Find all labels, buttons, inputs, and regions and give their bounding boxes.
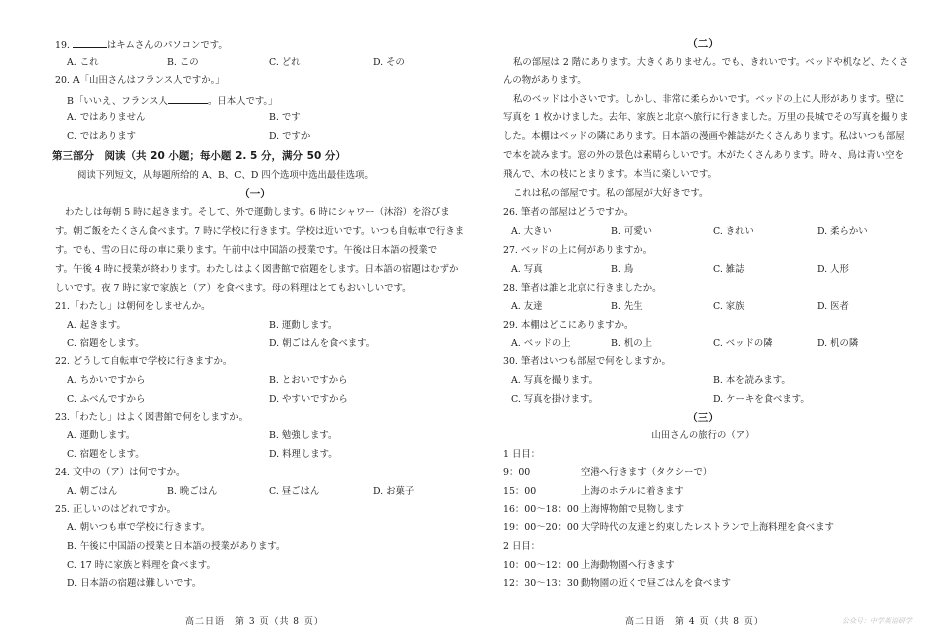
schedule-activity: 大学時代の友達と約束したレストランで上海料理を食べます [581, 522, 834, 533]
q19-option-d: D. その [373, 57, 405, 68]
q20-option-d: D. ですか [269, 131, 311, 142]
q28-option-b: B. 先生 [611, 301, 643, 312]
q23-option-c: C. 宿題をします。 [67, 449, 145, 460]
passage1-line: わたしは毎朝 5 時に起きます。そして、外で運動します。6 時にシャワー（沐浴）を浴びま [65, 207, 450, 218]
q30-option-c: C. 写真を掛けます。 [511, 394, 599, 405]
q23-option-d: D. 料理します。 [269, 449, 338, 460]
q30-option-d: D. ケーキを食べます。 [713, 394, 810, 405]
q21-option-d: D. 朝ごはんを食べます。 [269, 338, 376, 349]
watermark: 公众号：中学英语研学 [842, 617, 912, 625]
q19-option-c: C. どれ [269, 57, 301, 68]
q19-option-a: A. これ [67, 57, 99, 68]
q25-option-d: D. 日本語の宿題は難しいです。 [67, 578, 202, 589]
q30-option-a: A. 写真を撮ります。 [511, 375, 598, 386]
schedule-time: 9：00 [503, 467, 531, 478]
day1-label: 1 日目： [503, 449, 541, 460]
schedule-time: 19：00～20：00 [503, 522, 579, 533]
passage2-line: これは私の部屋です。私の部屋が大好きです。 [513, 188, 709, 199]
q24-option-d: D. お菓子 [373, 486, 415, 497]
q25-option-c: C. 17 時に家族と料理を食べます。 [67, 560, 216, 571]
q25-option-a: A. 朝いつも車で学校に行きます。 [67, 522, 211, 533]
passage2-line: 写真を 1 枚かけました。去年、家族と北京へ旅行に行きました。万里の長城でその写真を撮りま [503, 112, 909, 123]
page-footer-right: 高二日语 第 4 页（共 8 页） [625, 617, 764, 627]
q24-option-c: C. 昼ごはん [269, 486, 320, 497]
q22-option-a: A. ちかいですから [67, 375, 146, 386]
passage2-line: した。本棚はベッドの隣にあります。日本語の漫画や雑誌がたくさんあります。私はいつも部屋 [503, 131, 905, 142]
schedule-activity: 上海博物館で見物します [581, 504, 685, 515]
schedule-time: 12：30～13：30 [503, 578, 579, 589]
day2-label: 2 日目： [503, 541, 541, 552]
part3-title: 第三部分 阅读（共 20 小题；每小题 2. 5 分，满分 50 分） [52, 150, 346, 162]
q26-option-c: C. きれい [713, 226, 754, 237]
q26-question: 26. 筆者の部屋はどうですか。 [503, 207, 634, 218]
q22-option-c: C. ふべんですから [67, 394, 146, 405]
q27-option-a: A. 写真 [511, 264, 543, 275]
passage3-heading: （三） [687, 412, 719, 424]
q22-question: 22. どうして自転車で学校に行きますか。 [55, 356, 233, 367]
schedule-time: 10：00～12：00 [503, 560, 579, 571]
q27-option-b: B. 鳥 [611, 264, 634, 275]
q22-option-d: D. やすいですから [269, 394, 348, 405]
passage1-line: しいです。夜 7 時に家で家族と（ア）を食べます。母の料理はとてもおいしいです。 [55, 283, 412, 294]
q29-option-c: C. ベッドの隣 [713, 338, 773, 349]
q24-option-b: B. 晩ごはん [167, 486, 218, 497]
q20-option-b: B. です [269, 112, 301, 123]
passage2-line: 私の部屋は 2 階にあります。大きくありません。でも、きれいです。ベッドや机など、たくさ [513, 57, 909, 68]
passage2-heading: （二） [687, 38, 719, 50]
schedule-activity: 上海動物園へ行きます [581, 560, 675, 571]
q20-option-a: A. ではありません [67, 112, 146, 123]
q29-option-b: B. 机の上 [611, 338, 652, 349]
q29-question: 29. 本棚はどこにありますか。 [503, 320, 634, 331]
passage1-line: す。でも、雪の日に母の車に乗ります。午前中は中国語の授業です。午後は日本語の授業で [55, 245, 438, 256]
q26-option-d: D. 柔らかい [817, 226, 868, 237]
q23-option-b: B. 勉強します。 [269, 430, 338, 441]
q21-option-a: A. 起きます。 [67, 320, 126, 331]
passage1-heading: （一） [239, 188, 271, 200]
q29-option-a: A. ベッドの上 [511, 338, 571, 349]
q20-line2: B「いいえ、フランス人 。日本人です。」 [67, 96, 278, 107]
q26-option-a: A. 大きい [511, 226, 552, 237]
q27-option-c: C. 雑誌 [713, 264, 745, 275]
answer-blank [73, 38, 107, 48]
q21-option-c: C. 宿題をします。 [67, 338, 145, 349]
schedule-activity: 上海のホテルに着きます [581, 486, 684, 497]
schedule-time: 15：00 [503, 486, 537, 497]
q21-option-b: B. 運動します。 [269, 320, 338, 331]
q23-question: 23.「わたし」はよく図書館で何をしますか。 [55, 412, 249, 423]
q28-option-a: A. 友達 [511, 301, 543, 312]
q28-question: 28. 筆者は誰と北京に行きましたか。 [503, 283, 662, 294]
q20-line1: 20. A「山田さんはフランス人ですか。」 [55, 75, 225, 86]
q20-option-c: C. ではあります [67, 131, 137, 142]
q28-option-c: C. 家族 [713, 301, 745, 312]
q27-option-d: D. 人形 [817, 264, 849, 275]
q30-option-b: B. 本を読みます。 [713, 375, 791, 386]
passage2-line: 私のベッドは小さいです。しかし、非常に柔らかいです。ベッドの上に人形があります。壁に [513, 94, 905, 105]
q23-option-a: A. 運動します。 [67, 430, 136, 441]
passage2-line: で本を読みます。窓の外の景色は素晴らしいです。木がたくさんあります。時々、鳥は青い空を [503, 150, 904, 161]
q19-question: 19. はキムさんのパソコンです。 [55, 40, 228, 51]
q25-question: 25. 正しいのはどれですか。 [55, 504, 177, 515]
q21-question: 21.「わたし」は朝何をしませんか。 [55, 301, 211, 312]
q24-option-a: A. 朝ごはん [67, 486, 118, 497]
q19-option-b: B. この [167, 57, 199, 68]
q22-option-b: B. とおいですから [269, 375, 348, 386]
passage1-line: す。朝ご飯をたくさん食べます。7 時に学校に行きます。学校は近いです。いつも自転車で行きま [55, 226, 465, 237]
passage2-line: んの物があります。 [503, 75, 587, 86]
q29-option-d: D. 机の隣 [817, 338, 859, 349]
page-footer-left: 高二日语 第 3 页（共 8 页） [185, 617, 324, 627]
q30-question: 30. 筆者はいつも部屋で何をしますか。 [503, 356, 671, 367]
q26-option-b: B. 可愛い [611, 226, 652, 237]
q27-question: 27. ベッドの上に何がありますか。 [503, 245, 653, 256]
part3-instructions: 阅读下列短文，从每题所给的 A、B、C、D 四个选项中选出最佳选项。 [77, 170, 374, 181]
q25-option-b: B. 午後に中国語の授業と日本語の授業があります。 [67, 541, 286, 552]
answer-blank [168, 94, 208, 104]
q24-question: 24. 文中の（ア）は何ですか。 [55, 467, 186, 478]
schedule-activity: 空港へ行きます（タクシーで） [581, 467, 713, 478]
schedule-time: 16：00～18：00 [503, 504, 579, 515]
passage3-title: 山田さんの旅行の（ア） [651, 430, 755, 441]
q28-option-d: D. 医者 [817, 301, 849, 312]
passage1-line: す。午後 4 時に授業が終わります。わたしはよく図書館で宿題をします。日本語の宿題はむずか [55, 264, 459, 275]
schedule-activity: 動物園の近くで昼ごはんを食べます [581, 578, 732, 589]
passage2-line: 飛んで、木の枝にとまります。本当に楽しいです。 [503, 169, 717, 180]
